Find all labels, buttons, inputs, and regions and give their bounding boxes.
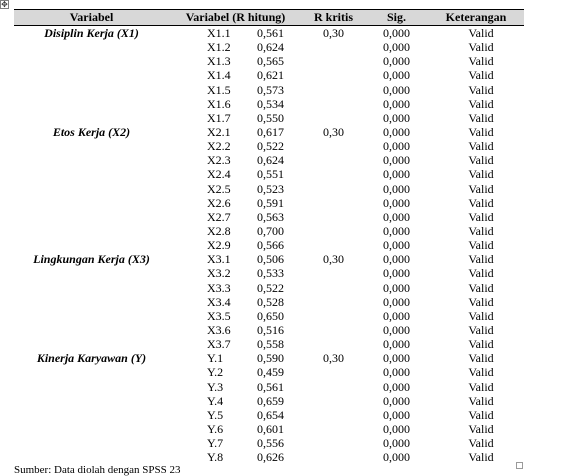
cell-sig: 0,000 — [383, 407, 410, 422]
header-keterangan: Keterangan — [428, 10, 524, 26]
cell-keterangan: Valid — [468, 82, 494, 97]
cell-r-kritis — [302, 40, 365, 54]
cell-r-hitung: 0,617 — [257, 124, 284, 139]
table-row — [14, 97, 524, 111]
table-row — [14, 224, 524, 238]
table-row — [14, 196, 524, 210]
table-row — [14, 281, 524, 295]
cell-r-hitung-group — [169, 40, 302, 54]
cell-item: Y.8 — [207, 450, 224, 465]
cell-r-hitung-group — [169, 365, 302, 379]
cell-keterangan: Valid — [468, 195, 494, 210]
table-header-row — [14, 10, 524, 26]
cell-r-hitung-group — [169, 83, 302, 97]
cell-keterangan: Valid — [468, 209, 494, 224]
cell-r-kritis — [302, 380, 365, 394]
cell-item: Y.6 — [207, 421, 224, 436]
cell-r-kritis — [302, 365, 365, 379]
cell-r-kritis — [302, 210, 365, 224]
cell-item: X3.2 — [207, 266, 231, 281]
cell-item: X1.7 — [207, 110, 231, 125]
cell-r-kritis: 0,30 — [323, 26, 344, 40]
cell-variabel — [14, 210, 169, 224]
cell-item: X1.3 — [207, 54, 231, 69]
cell-keterangan: Valid — [468, 26, 494, 40]
cell-r-hitung-group — [169, 182, 302, 196]
cell-r-kritis — [302, 309, 365, 323]
cell-r-hitung: 0,528 — [257, 294, 284, 309]
cell-sig: 0,000 — [383, 337, 410, 352]
cell-r-hitung-group — [169, 380, 302, 394]
cell-r-hitung-group — [169, 167, 302, 181]
cell-sig: 0,000 — [383, 294, 410, 309]
cell-r-hitung-group — [169, 281, 302, 295]
cell-item: X1.1 — [207, 26, 231, 40]
cell-sig: 0,000 — [383, 252, 410, 267]
cell-item: X2.6 — [207, 195, 231, 210]
cell-item: X3.4 — [207, 294, 231, 309]
cell-r-hitung-group — [169, 436, 302, 450]
cell-variabel: Disiplin Kerja (X1) — [44, 26, 139, 40]
cell-variabel — [14, 167, 169, 181]
table-row — [14, 210, 524, 224]
cell-variabel — [14, 83, 169, 97]
cell-r-kritis — [302, 337, 365, 351]
cell-keterangan: Valid — [468, 421, 494, 436]
cell-sig: 0,000 — [383, 124, 410, 139]
cell-sig: 0,000 — [383, 167, 410, 182]
cell-r-hitung-group — [169, 196, 302, 210]
table-row — [14, 111, 524, 125]
cell-r-hitung-group — [169, 337, 302, 351]
table-row — [14, 408, 524, 422]
cell-variabel — [14, 224, 169, 238]
cell-r-hitung-group — [169, 238, 302, 252]
cell-sig: 0,000 — [383, 266, 410, 281]
cell-keterangan: Valid — [468, 68, 494, 83]
table-row — [14, 26, 524, 41]
cell-sig: 0,000 — [383, 450, 410, 465]
cell-r-hitung: 0,551 — [257, 167, 284, 182]
cell-keterangan: Valid — [468, 351, 494, 366]
cell-sig: 0,000 — [383, 393, 410, 408]
cell-r-kritis — [302, 139, 365, 153]
cell-r-kritis — [302, 97, 365, 111]
cell-r-hitung: 0,563 — [257, 209, 284, 224]
cell-r-hitung: 0,561 — [257, 379, 284, 394]
cell-r-hitung: 0,590 — [257, 351, 284, 366]
cell-r-hitung: 0,558 — [257, 337, 284, 352]
cell-variabel — [14, 422, 169, 436]
table-row — [14, 238, 524, 252]
cell-variabel — [14, 309, 169, 323]
table-move-handle-icon[interactable]: ✥ — [1, 0, 8, 9]
cell-sig: 0,000 — [383, 82, 410, 97]
cell-r-kritis — [302, 422, 365, 436]
cell-sig: 0,000 — [383, 421, 410, 436]
cell-variabel: Etos Kerja (X2) — [52, 124, 131, 139]
cell-variabel — [14, 196, 169, 210]
cell-sig: 0,000 — [383, 365, 410, 380]
cell-r-kritis — [302, 68, 365, 82]
cell-sig: 0,000 — [383, 181, 410, 196]
cell-item: X3.5 — [207, 308, 231, 323]
cell-r-kritis — [302, 153, 365, 167]
cell-r-kritis — [302, 266, 365, 280]
cell-r-hitung-group — [169, 266, 302, 280]
cell-r-hitung: 0,624 — [257, 153, 284, 168]
validity-table — [14, 9, 524, 464]
cell-sig: 0,000 — [383, 322, 410, 337]
cell-keterangan: Valid — [468, 294, 494, 309]
cell-item: Y.3 — [207, 379, 224, 394]
cell-r-hitung: 0,624 — [257, 40, 284, 55]
cell-r-hitung: 0,550 — [257, 110, 284, 125]
cell-keterangan: Valid — [468, 450, 494, 465]
cell-r-hitung-group — [169, 309, 302, 323]
cell-variabel — [14, 139, 169, 153]
cell-r-hitung: 0,659 — [257, 393, 284, 408]
cell-sig: 0,000 — [383, 238, 410, 253]
cell-keterangan: Valid — [468, 110, 494, 125]
cell-r-hitung-group — [169, 408, 302, 422]
table-row — [14, 295, 524, 309]
cell-variabel — [14, 380, 169, 394]
cell-item: X2.4 — [207, 167, 231, 182]
cell-keterangan: Valid — [468, 407, 494, 422]
cell-variabel — [14, 337, 169, 351]
cell-sig: 0,000 — [383, 223, 410, 238]
cell-r-hitung: 0,459 — [257, 365, 284, 380]
cell-keterangan: Valid — [468, 308, 494, 323]
cell-r-hitung: 0,533 — [257, 266, 284, 281]
table-row — [14, 54, 524, 68]
table-body — [14, 26, 524, 465]
table-row — [14, 182, 524, 196]
cell-r-hitung-group — [169, 252, 302, 266]
cell-sig: 0,000 — [383, 209, 410, 224]
cell-r-hitung-group — [169, 323, 302, 337]
cell-r-hitung: 0,522 — [257, 139, 284, 154]
cell-sig: 0,000 — [383, 68, 410, 83]
cell-keterangan: Valid — [468, 238, 494, 253]
table-resize-handle[interactable] — [516, 462, 523, 469]
cell-sig: 0,000 — [383, 96, 410, 111]
cell-keterangan: Valid — [468, 393, 494, 408]
table-row — [14, 266, 524, 280]
cell-variabel: Kinerja Karyawan (Y) — [36, 351, 147, 366]
cell-keterangan: Valid — [468, 266, 494, 281]
table-row — [14, 337, 524, 351]
table-row — [14, 450, 524, 464]
cell-sig: 0,000 — [383, 110, 410, 125]
table-row — [14, 436, 524, 450]
cell-sig: 0,000 — [383, 436, 410, 451]
validity-table-container — [14, 9, 524, 464]
table-row — [14, 83, 524, 97]
cell-r-kritis — [302, 394, 365, 408]
table-row — [14, 167, 524, 181]
cell-r-hitung: 0,591 — [257, 195, 284, 210]
table-row — [14, 422, 524, 436]
cell-r-hitung-group — [169, 210, 302, 224]
cell-r-hitung: 0,561 — [257, 26, 284, 40]
cell-r-hitung-group — [169, 125, 302, 139]
cell-item: Y.4 — [207, 393, 224, 408]
cell-keterangan: Valid — [468, 139, 494, 154]
cell-keterangan: Valid — [468, 436, 494, 451]
cell-r-kritis — [302, 295, 365, 309]
cell-keterangan: Valid — [468, 280, 494, 295]
cell-keterangan: Valid — [468, 365, 494, 380]
cell-item: X1.4 — [207, 68, 231, 83]
cell-r-hitung: 0,621 — [257, 68, 284, 83]
cell-keterangan: Valid — [468, 96, 494, 111]
cell-r-hitung-group — [169, 26, 302, 41]
table-row — [14, 153, 524, 167]
table-row — [14, 40, 524, 54]
cell-r-kritis — [302, 54, 365, 68]
cell-keterangan: Valid — [468, 379, 494, 394]
cell-r-hitung: 0,650 — [257, 308, 284, 323]
cell-variabel: Lingkungan Kerja (X3) — [33, 252, 150, 267]
cell-variabel — [14, 68, 169, 82]
cell-r-kritis: 0,30 — [323, 351, 344, 366]
table-row — [14, 394, 524, 408]
cell-variabel — [14, 365, 169, 379]
cell-sig: 0,000 — [383, 379, 410, 394]
cell-r-kritis — [302, 323, 365, 337]
cell-item: X2.8 — [207, 223, 231, 238]
cell-r-kritis — [302, 281, 365, 295]
cell-item: X2.9 — [207, 238, 231, 253]
cell-item: X2.1 — [207, 124, 231, 139]
cell-r-kritis — [302, 224, 365, 238]
cell-r-hitung-group — [169, 139, 302, 153]
cell-variabel — [14, 394, 169, 408]
cell-item: X3.6 — [207, 322, 231, 337]
cell-keterangan: Valid — [468, 252, 494, 267]
cell-r-hitung: 0,534 — [257, 96, 284, 111]
cell-item: Y.1 — [207, 351, 224, 366]
cell-item: X3.7 — [207, 337, 231, 352]
cell-r-hitung: 0,654 — [257, 407, 284, 422]
cell-r-kritis: 0,30 — [323, 252, 344, 267]
cell-variabel — [14, 408, 169, 422]
cell-item: X1.6 — [207, 96, 231, 111]
cell-r-kritis — [302, 182, 365, 196]
cell-sig: 0,000 — [383, 351, 410, 366]
cell-r-kritis — [302, 450, 365, 464]
cell-r-kritis — [302, 83, 365, 97]
cell-variabel — [14, 40, 169, 54]
table-source-note: Sumber: Data diolah dengan SPSS 23 — [14, 464, 181, 476]
cell-variabel — [14, 111, 169, 125]
cell-r-hitung-group — [169, 68, 302, 82]
cell-sig: 0,000 — [383, 26, 410, 40]
cell-r-hitung-group — [169, 224, 302, 238]
cell-r-hitung: 0,566 — [257, 238, 284, 253]
header-r-kritis: R kritis — [302, 10, 365, 26]
cell-keterangan: Valid — [468, 223, 494, 238]
cell-r-hitung: 0,573 — [257, 82, 284, 97]
cell-item: X2.5 — [207, 181, 231, 196]
cell-variabel — [14, 450, 169, 464]
cell-sig: 0,000 — [383, 280, 410, 295]
table-row — [14, 68, 524, 82]
cell-r-hitung-group — [169, 351, 302, 365]
cell-item: X2.2 — [207, 139, 231, 154]
cell-variabel — [14, 323, 169, 337]
cell-variabel — [14, 97, 169, 111]
cell-r-kritis — [302, 238, 365, 252]
cell-r-hitung-group — [169, 450, 302, 464]
header-r-hitung: Variabel (R hitung) — [169, 10, 302, 26]
cell-sig: 0,000 — [383, 308, 410, 323]
cell-r-hitung: 0,506 — [257, 252, 284, 267]
cell-variabel — [14, 281, 169, 295]
cell-keterangan: Valid — [468, 153, 494, 168]
cell-item: Y.7 — [207, 436, 224, 451]
cell-item: X2.7 — [207, 209, 231, 224]
cell-keterangan: Valid — [468, 124, 494, 139]
cell-r-hitung: 0,700 — [257, 223, 284, 238]
cell-item: X2.3 — [207, 153, 231, 168]
cell-variabel — [14, 266, 169, 280]
cell-r-hitung: 0,556 — [257, 436, 284, 451]
cell-keterangan: Valid — [468, 167, 494, 182]
cell-r-hitung-group — [169, 422, 302, 436]
cell-r-hitung-group — [169, 54, 302, 68]
table-row — [14, 125, 524, 139]
cell-variabel — [14, 182, 169, 196]
cell-r-hitung: 0,523 — [257, 181, 284, 196]
cell-variabel — [14, 153, 169, 167]
cell-r-hitung: 0,565 — [257, 54, 284, 69]
cell-variabel — [14, 238, 169, 252]
cell-keterangan: Valid — [468, 322, 494, 337]
cell-item: X3.1 — [207, 252, 231, 267]
cell-keterangan: Valid — [468, 181, 494, 196]
cell-sig: 0,000 — [383, 54, 410, 69]
table-row — [14, 351, 524, 365]
cell-sig: 0,000 — [383, 195, 410, 210]
cell-variabel — [14, 436, 169, 450]
cell-item: X1.2 — [207, 40, 231, 55]
cell-r-kritis — [302, 196, 365, 210]
cell-r-hitung: 0,601 — [257, 421, 284, 436]
cell-item: Y.5 — [207, 407, 224, 422]
cell-sig: 0,000 — [383, 40, 410, 55]
cell-r-hitung-group — [169, 394, 302, 408]
table-row — [14, 309, 524, 323]
cell-item: Y.2 — [207, 365, 224, 380]
cell-r-hitung: 0,626 — [257, 450, 284, 465]
table-row — [14, 380, 524, 394]
cell-item: X1.5 — [207, 82, 231, 97]
cell-keterangan: Valid — [468, 337, 494, 352]
table-row — [14, 323, 524, 337]
cell-variabel — [14, 54, 169, 68]
cell-r-kritis — [302, 111, 365, 125]
header-variabel: Variabel — [14, 10, 169, 26]
cell-sig: 0,000 — [383, 153, 410, 168]
table-row — [14, 139, 524, 153]
cell-item: X3.3 — [207, 280, 231, 295]
table-row — [14, 252, 524, 266]
cell-r-hitung: 0,516 — [257, 322, 284, 337]
cell-r-kritis — [302, 408, 365, 422]
cell-keterangan: Valid — [468, 54, 494, 69]
cell-r-kritis — [302, 436, 365, 450]
cell-r-hitung-group — [169, 295, 302, 309]
header-sig: Sig. — [365, 10, 428, 26]
cell-r-hitung: 0,522 — [257, 280, 284, 295]
cell-r-hitung-group — [169, 111, 302, 125]
cell-r-hitung-group — [169, 97, 302, 111]
cell-r-kritis: 0,30 — [323, 124, 344, 139]
cell-variabel — [14, 295, 169, 309]
cell-r-hitung-group — [169, 153, 302, 167]
cell-r-kritis — [302, 167, 365, 181]
cell-keterangan: Valid — [468, 40, 494, 55]
cell-sig: 0,000 — [383, 139, 410, 154]
table-row — [14, 365, 524, 379]
